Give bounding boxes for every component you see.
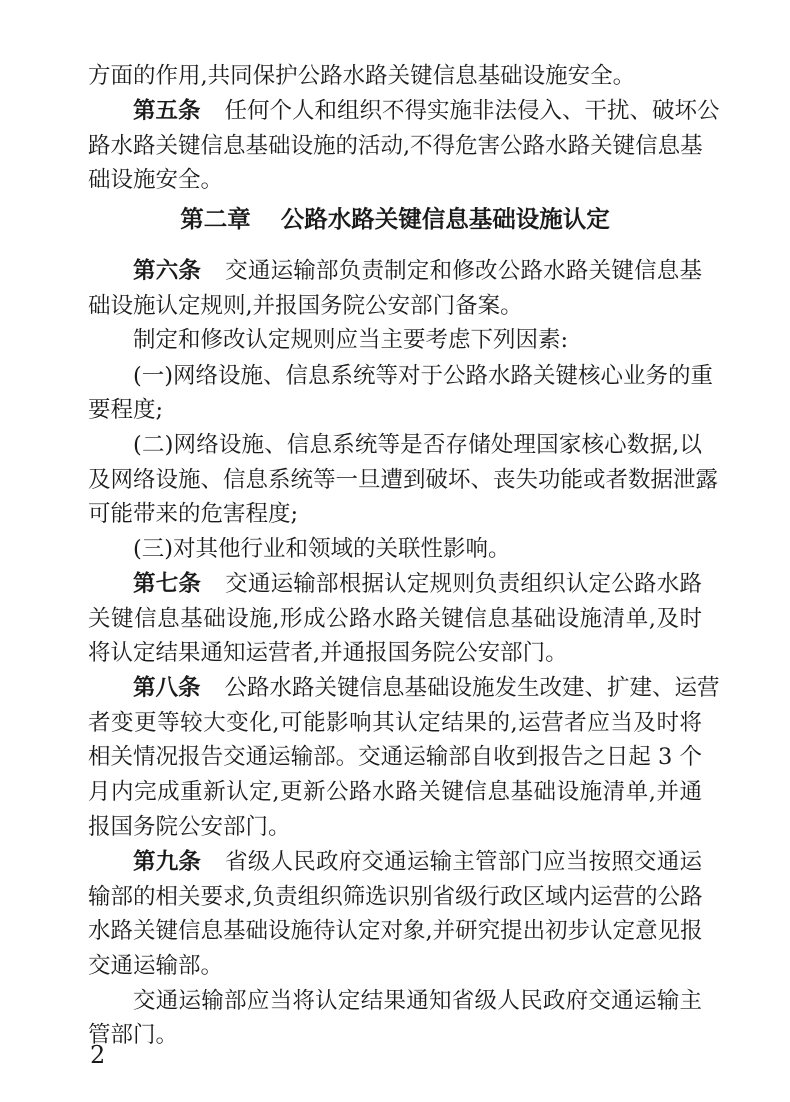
article-text: 公路水路关键信息基础设施发生改建、扩建、运营 — [224, 675, 720, 701]
text-line: 础设施安全。 — [88, 167, 224, 193]
text-line: (一)网络设施、信息系统等对于公路水路关键核心业务的重 — [133, 363, 714, 389]
text-line: 输部的相关要求,负责组织筛选识别省级行政区域内运营的公路 — [88, 884, 703, 910]
text-line: 月内完成重新认定,更新公路水路关键信息基础设施清单,并通 — [88, 779, 702, 805]
article-label: 第八条 — [133, 675, 201, 701]
text-line: (三)对其他行业和领域的关联性影响。 — [133, 536, 511, 562]
text-line: 报国务院公安部门。 — [88, 814, 291, 840]
text-line: 方面的作用,共同保护公路水路关键信息基础设施安全。 — [88, 63, 636, 89]
article-text: 省级人民政府交通运输主管部门应当按照交通运 — [225, 849, 702, 875]
article-label: 第九条 — [133, 849, 202, 875]
text-line: 及网络设施、信息系统等一旦遭到破坏、丧失功能或者数据泄露 — [88, 467, 719, 493]
chapter-heading — [88, 202, 702, 236]
article-label: 第五条 — [133, 98, 201, 124]
text-line: 关键信息基础设施,形成公路水路关键信息基础设施清单,及时 — [88, 606, 702, 632]
text-line: 可能带来的危害程度; — [88, 501, 299, 527]
chapter-title: 公路水路关键信息基础设施认定 — [280, 205, 610, 233]
article-label: 第六条 — [133, 258, 202, 284]
article-8-line — [133, 674, 720, 702]
text-line: 将认定结果通知运营者,并通报国务院公安部门。 — [88, 640, 568, 666]
article-label: 第七条 — [133, 571, 202, 597]
text-line: 管部门。 — [88, 1022, 179, 1048]
text-line: (二)网络设施、信息系统等是否存储处理国家核心数据,以 — [133, 432, 702, 458]
article-text: 任何个人和组织不得实施非法侵入、干扰、破坏公 — [224, 98, 720, 124]
article-7-line — [133, 570, 702, 598]
text-line: 制定和修改认定规则应当主要考虑下列因素: — [133, 327, 569, 353]
text-line: 交通运输部应当将认定结果通知省级人民政府交通运输主 — [133, 988, 702, 1014]
text-line: 路水路关键信息基础设施的活动,不得危害公路水路关键信息基 — [88, 133, 703, 159]
text-line: 交通运输部。 — [88, 953, 224, 979]
text-line: 水路关键信息基础设施待认定对象,并研究提出初步认定意见报 — [88, 918, 703, 944]
article-text: 交通运输部负责制定和修改公路水路关键信息基 — [225, 258, 702, 284]
text-line: 者变更等较大变化,可能影响其认定结果的,运营者应当及时将 — [88, 710, 702, 736]
article-text: 交通运输部根据认定规则负责组织认定公路水路 — [225, 571, 702, 597]
text-line: 要程度; — [88, 397, 164, 423]
text-line: 相关情况报告交通运输部。交通运输部自收到报告之日起 3 个 — [88, 744, 702, 770]
chapter-number: 第二章 — [180, 205, 251, 233]
article-9-line — [133, 848, 702, 876]
page-number: 2 — [90, 1041, 106, 1069]
article-5-line — [133, 97, 720, 125]
article-6-line — [133, 257, 702, 285]
text-line: 础设施认定规则,并报国务院公安部门备案。 — [88, 293, 523, 319]
